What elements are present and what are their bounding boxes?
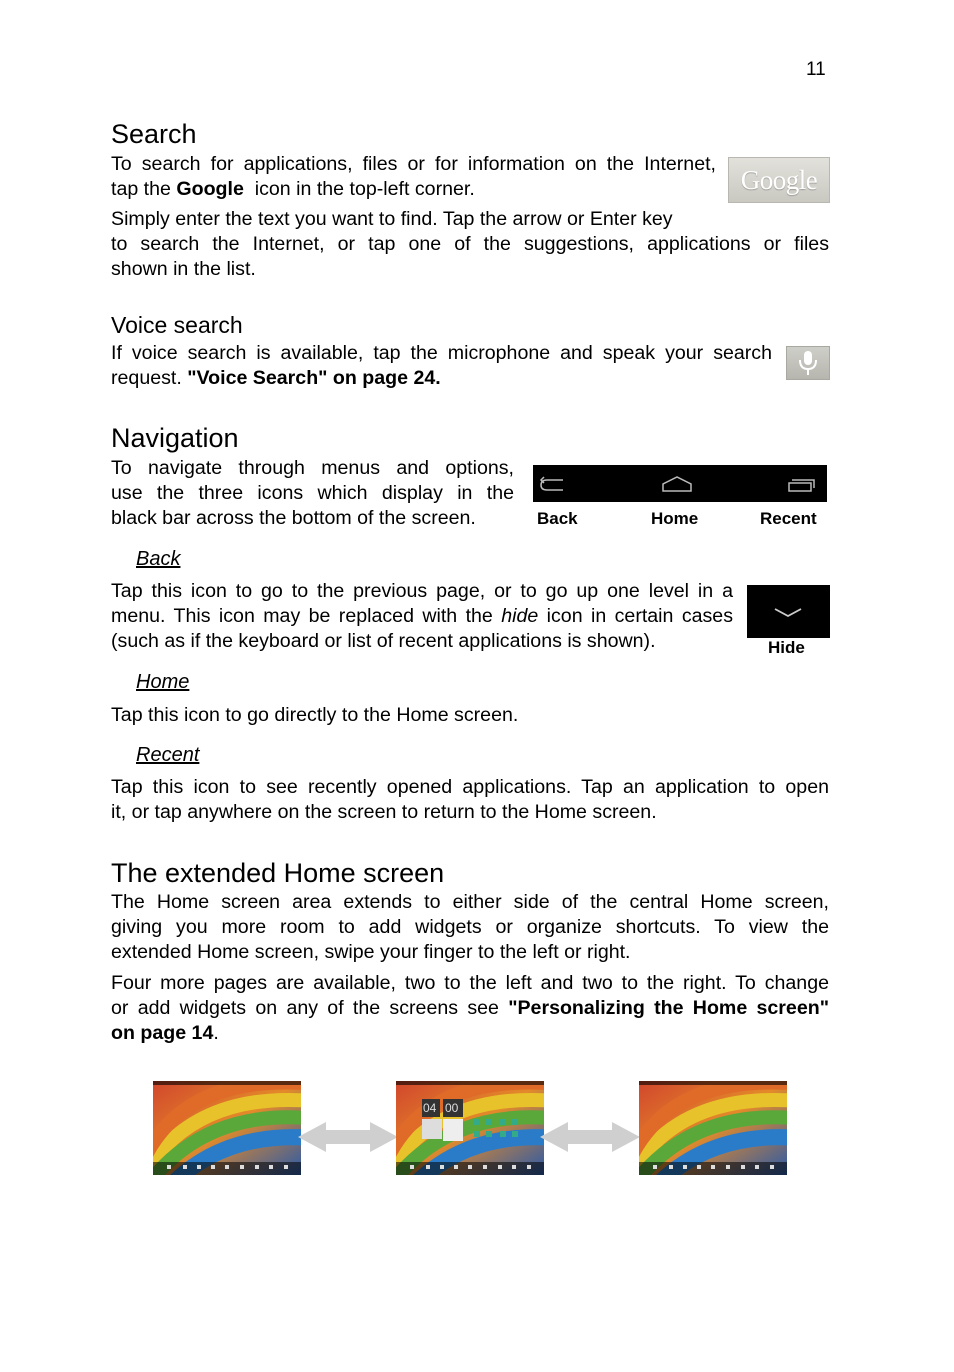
nav-line1: To navigate through menus and options, <box>111 457 514 479</box>
hide-label: Hide <box>768 638 805 657</box>
search-p2-line3: shown in the list. <box>111 258 256 281</box>
extended-paragraph-1 <box>111 890 829 966</box>
back-line3: (such as if the keyboard or list of recent applications is shown). <box>111 630 656 653</box>
recent-label: Recent <box>760 509 817 528</box>
ext-p2-line1: Four more pages are available, two to the left and two to the right. To change <box>111 972 829 994</box>
ext-p1-line1: The Home screen area extends to either side of the central Home screen, <box>111 891 829 913</box>
voice-line2: request. "Voice Search" on page 24. <box>111 367 441 390</box>
back-paragraph <box>111 579 733 655</box>
navigation-heading: Navigation <box>111 423 239 453</box>
search-p2-line1: Simply enter the text you want to find. Tap the arrow or Enter key <box>111 208 673 230</box>
home-screen-left <box>153 1081 301 1175</box>
search-p1-line2: tap the Google icon in the top-left corner. <box>111 178 475 201</box>
home-screen-center <box>396 1081 544 1175</box>
extended-home-heading: The extended Home screen <box>111 858 445 888</box>
voice-search-heading: Voice search <box>111 312 243 338</box>
home-label: Home <box>651 509 699 528</box>
microphone-icon <box>786 346 830 380</box>
search-p2-line2: to search the Internet, or tap one of the suggestions, applications or files <box>111 233 829 256</box>
page-number: 11 <box>806 59 826 80</box>
double-arrow-right <box>540 1122 640 1152</box>
extended-paragraph-2 <box>111 971 829 1047</box>
back-subheading: Back <box>136 548 181 570</box>
home-screen-right <box>639 1081 787 1175</box>
search-heading: Search <box>111 119 197 149</box>
clock-minutes: 00 <box>445 1101 459 1115</box>
hide-keyboard-icon <box>747 585 830 638</box>
home-icon <box>663 477 691 491</box>
ext-p1-line2: giving you more room to add widgets or organize shortcuts. To view the <box>111 916 829 939</box>
navigation-paragraph <box>111 456 514 532</box>
home-paragraph: Tap this icon to go directly to the Home screen. <box>111 704 519 726</box>
clock-hours: 04 <box>423 1101 437 1115</box>
search-paragraph-2 <box>111 207 829 283</box>
double-arrow-left <box>298 1122 398 1152</box>
recent-line2: it, or tap anywhere on the screen to return to the Home screen. <box>111 801 657 824</box>
back-label: Back <box>537 509 578 528</box>
voice-search-paragraph <box>111 341 772 391</box>
search-paragraph-1 <box>111 152 716 202</box>
recent-subheading: Recent <box>136 744 200 766</box>
back-icon <box>541 477 563 490</box>
recent-icon <box>789 480 814 491</box>
search-p1-line1: To search for applications, files or for information on the Internet, <box>111 153 716 175</box>
home-subheading: Home <box>136 671 190 693</box>
ext-p1-line3: extended Home screen, swipe your finger to the left or right. <box>111 941 631 964</box>
back-line1: Tap this icon to go to the previous page, or to go up one level in a <box>111 580 733 602</box>
google-search-icon <box>728 157 830 203</box>
recent-paragraph <box>111 775 829 825</box>
back-line2: menu. This icon may be replaced with the hide icon in certain cases <box>111 605 734 628</box>
google-icon-label: Google <box>740 164 818 195</box>
recent-line1: Tap this icon to see recently opened applications. Tap an application to open <box>111 776 829 798</box>
voice-line1: If voice search is available, tap the microphone and speak your search <box>111 342 772 364</box>
ext-p2-line3: on page 14. <box>111 1022 219 1045</box>
navigation-bar <box>533 465 827 502</box>
nav-line2: use the three icons which display in the <box>111 482 514 505</box>
ext-p2-line2: or add widgets on any of the screens see "Personalizing the Home screen" <box>111 997 829 1020</box>
nav-line3: black bar across the bottom of the screen. <box>111 507 476 530</box>
